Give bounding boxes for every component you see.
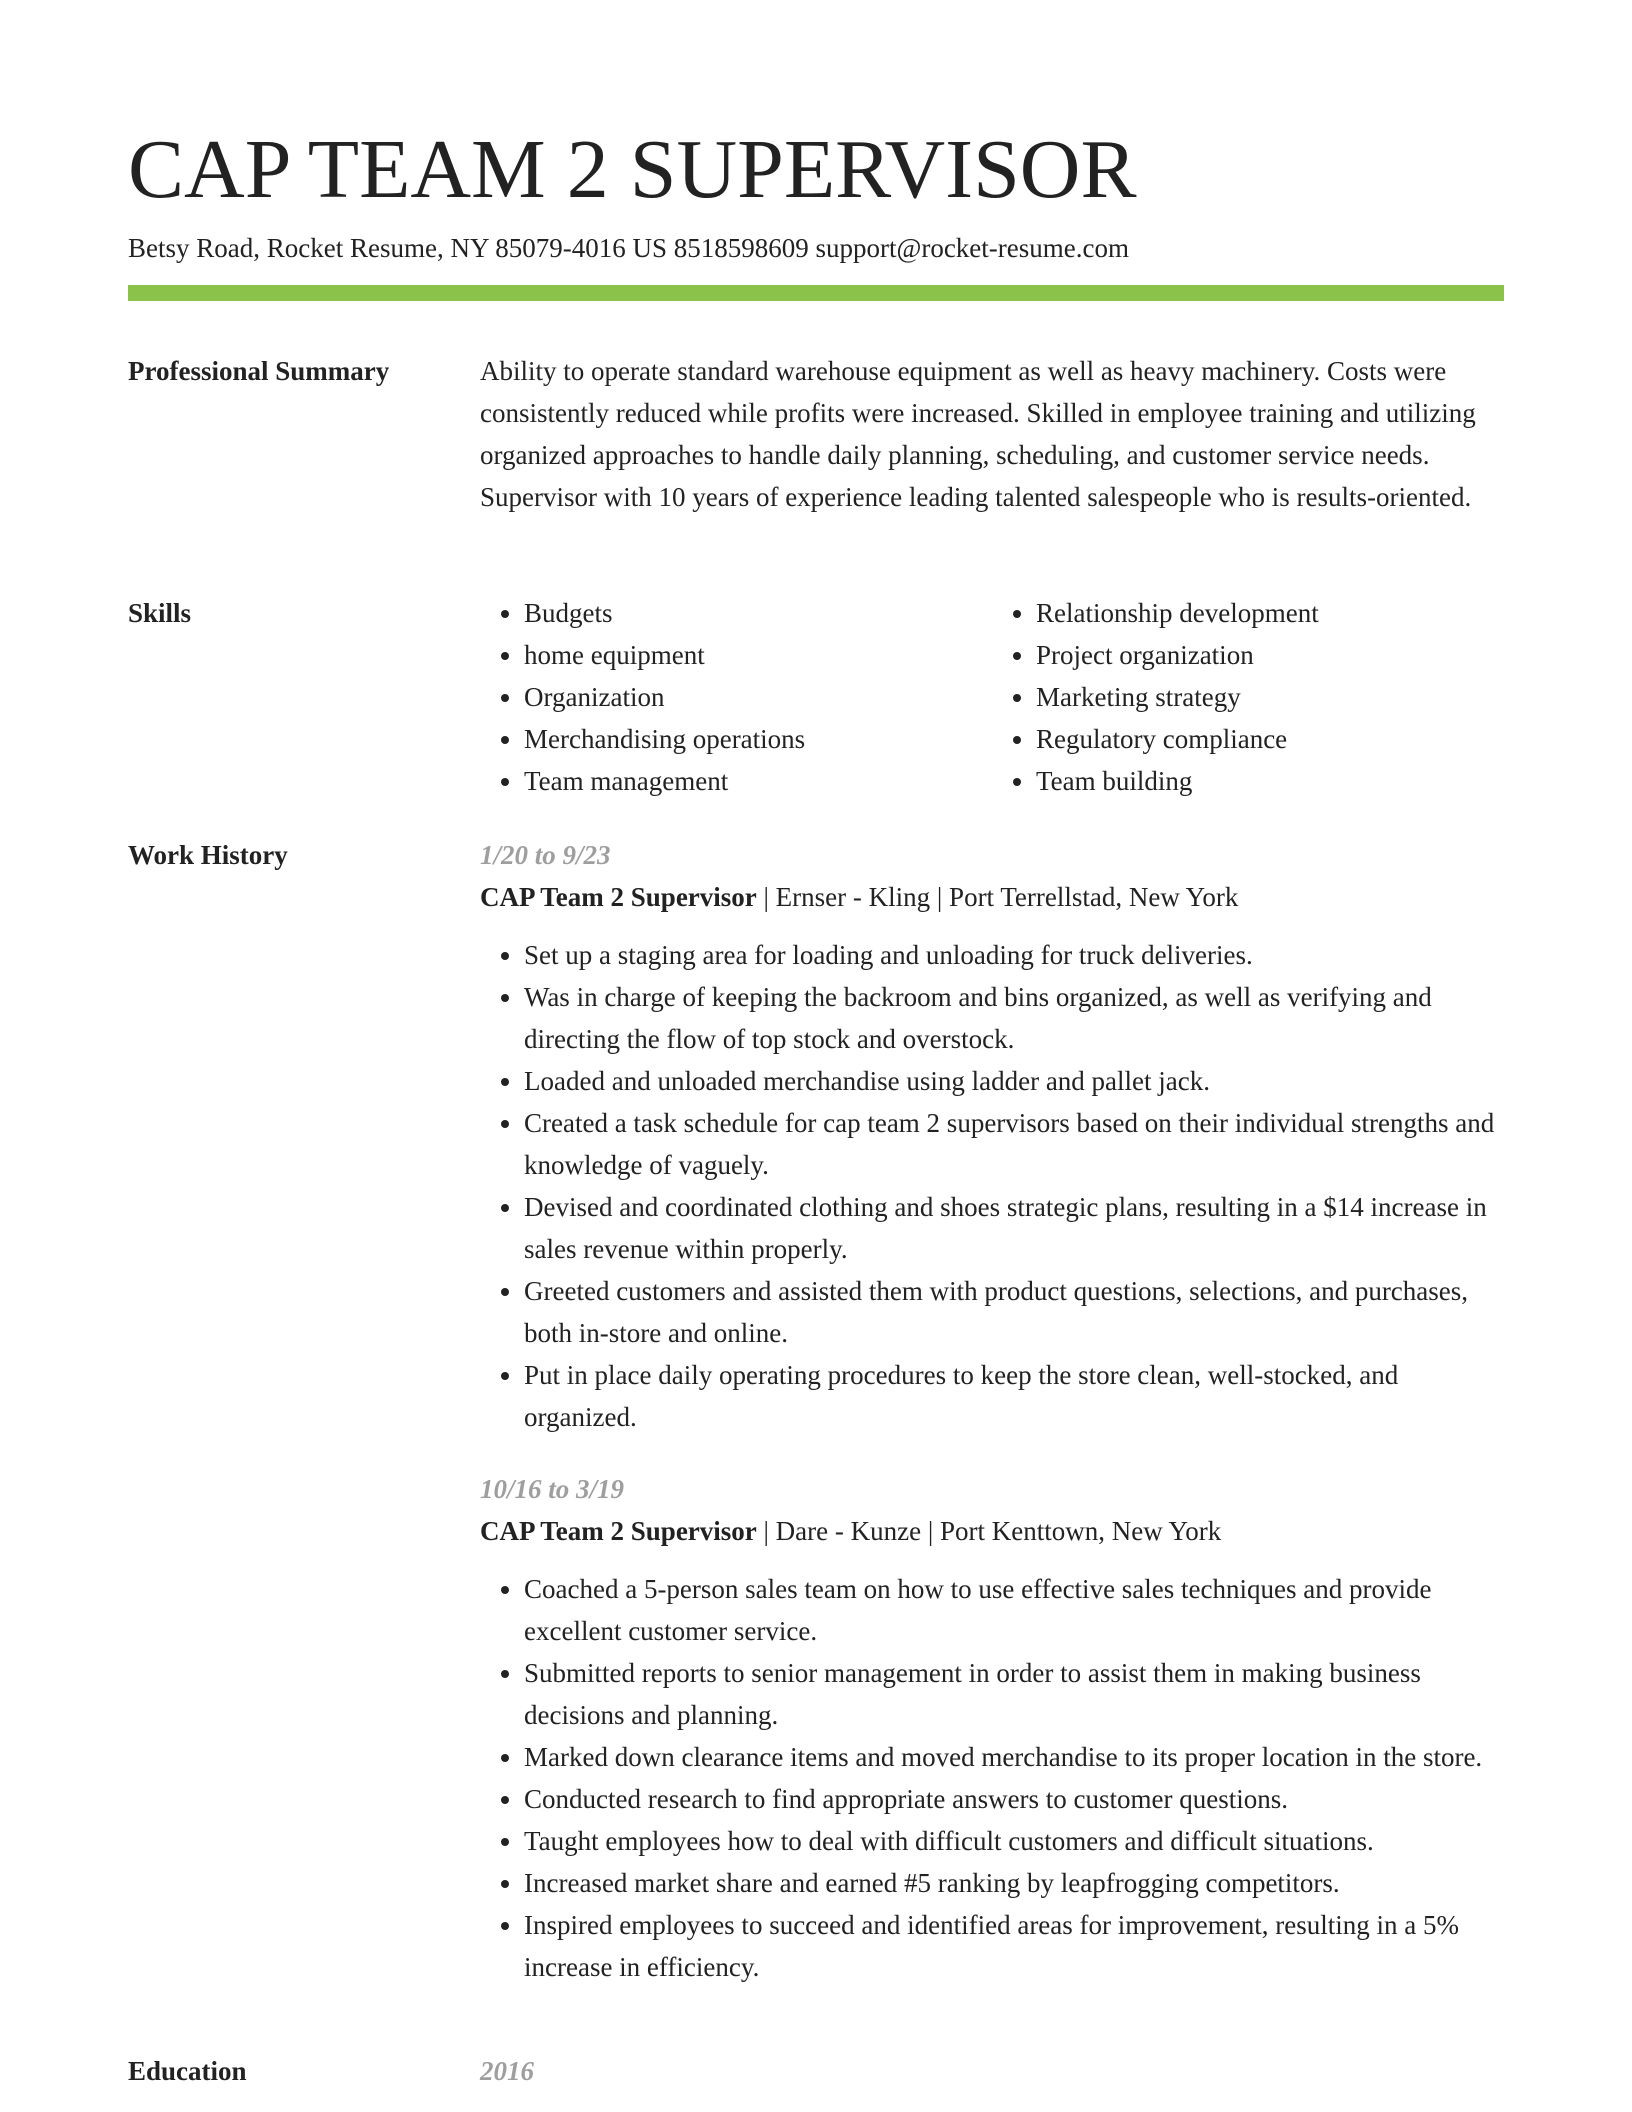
job-header bbox=[480, 876, 1504, 918]
job-details: | Dare - Kunze | Port Kenttown, New York bbox=[763, 1516, 1222, 1546]
job-bullet: • Greeted customers and assisted them with product questions, selections, and purchases, both in-store and online. bbox=[524, 1270, 1504, 1354]
contact-address: Betsy Road, Rocket Resume, NY 85079-4016 US bbox=[128, 233, 667, 263]
job-dates: 1/20 to 9/23 bbox=[480, 840, 611, 870]
skill-item: • home equipment bbox=[524, 634, 992, 676]
job-bullet: • Was in charge of keeping the backroom and bins organized, as well as verifying and directing the flow of top stock and overstock. bbox=[524, 976, 1504, 1060]
skill-item: • Regulatory compliance bbox=[1036, 718, 1504, 760]
job-bullet: • Increased market share and earned #5 ranking by leapfrogging competitors. bbox=[524, 1862, 1504, 1904]
contact-phone: 8518598609 bbox=[673, 233, 809, 263]
job-bullets bbox=[480, 1568, 1504, 1988]
job-bullet: • Loaded and unloaded merchandise using ladder and pallet jack. bbox=[524, 1060, 1504, 1102]
job-bullet: • Inspired employees to succeed and identified areas for improvement, resulting in a 5% increase in efficiency. bbox=[524, 1904, 1504, 1988]
work-history-heading: Work History bbox=[128, 840, 288, 870]
skill-item: • Organization bbox=[524, 676, 992, 718]
summary-body bbox=[480, 350, 1504, 518]
job-bullet: • Set up a staging area for loading and unloading for truck deliveries. bbox=[524, 934, 1504, 976]
job-bullet: • Taught employees how to deal with difficult customers and difficult situations. bbox=[524, 1820, 1504, 1862]
contact-line bbox=[128, 230, 1129, 266]
education-heading: Education bbox=[128, 2056, 247, 2086]
skill-item: • Project organization bbox=[1036, 634, 1504, 676]
skills-body bbox=[480, 592, 1504, 802]
education-body bbox=[480, 2050, 1504, 2092]
skill-item: • Merchandising operations bbox=[524, 718, 992, 760]
job-title: CAP Team 2 Supervisor bbox=[480, 1516, 757, 1546]
header-divider bbox=[128, 285, 1504, 301]
job-bullet: • Created a task schedule for cap team 2 supervisors based on their individual strengths and knowledge of vaguely. bbox=[524, 1102, 1504, 1186]
job-details: | Ernser - Kling | Port Terrellstad, New York bbox=[763, 882, 1239, 912]
resume-name: CAP TEAM 2 SUPERVISOR bbox=[128, 123, 1137, 216]
job-entry bbox=[480, 1468, 1504, 1988]
job-bullets bbox=[480, 934, 1504, 1438]
skill-item: • Budgets bbox=[524, 592, 992, 634]
job-entry bbox=[480, 834, 1504, 1438]
job-bullet: • Marked down clearance items and moved merchandise to its proper location in the store. bbox=[524, 1736, 1504, 1778]
skills-heading: Skills bbox=[128, 598, 192, 628]
education-year: 2016 bbox=[480, 2056, 534, 2086]
skills-list-left bbox=[480, 592, 992, 802]
skill-item: • Team management bbox=[524, 760, 992, 802]
job-bullet: • Put in place daily operating procedures to keep the store clean, well-stocked, and organized. bbox=[524, 1354, 1504, 1438]
skills-list-right bbox=[992, 592, 1504, 802]
job-dates: 10/16 to 3/19 bbox=[480, 1474, 625, 1504]
skill-item: • Team building bbox=[1036, 760, 1504, 802]
job-title: CAP Team 2 Supervisor bbox=[480, 882, 757, 912]
job-bullet: • Submitted reports to senior management in order to assist them in making business decisions and planning. bbox=[524, 1652, 1504, 1736]
contact-email: support@rocket-resume.com bbox=[815, 233, 1129, 263]
work-history-body bbox=[480, 834, 1504, 1988]
job-bullet: • Conducted research to find appropriate answers to customer questions. bbox=[524, 1778, 1504, 1820]
skill-item: • Marketing strategy bbox=[1036, 676, 1504, 718]
summary-text: Ability to operate standard warehouse equipment as well as heavy machinery. Costs were consistently reduced while profits were increased. Skilled in employee training and utilizing organized approaches to handle daily planning, scheduling, and customer service needs. Supervisor with 10 years of experience leading talented salespeople who is results-oriented. bbox=[480, 356, 1476, 512]
job-bullet: • Devised and coordinated clothing and shoes strategic plans, resulting in a $14 increase in sales revenue within properly. bbox=[524, 1186, 1504, 1270]
job-header bbox=[480, 1510, 1504, 1552]
summary-heading: Professional Summary bbox=[128, 356, 390, 386]
job-bullet: • Coached a 5-person sales team on how to use effective sales techniques and provide excellent customer service. bbox=[524, 1568, 1504, 1652]
skill-item: • Relationship development bbox=[1036, 592, 1504, 634]
